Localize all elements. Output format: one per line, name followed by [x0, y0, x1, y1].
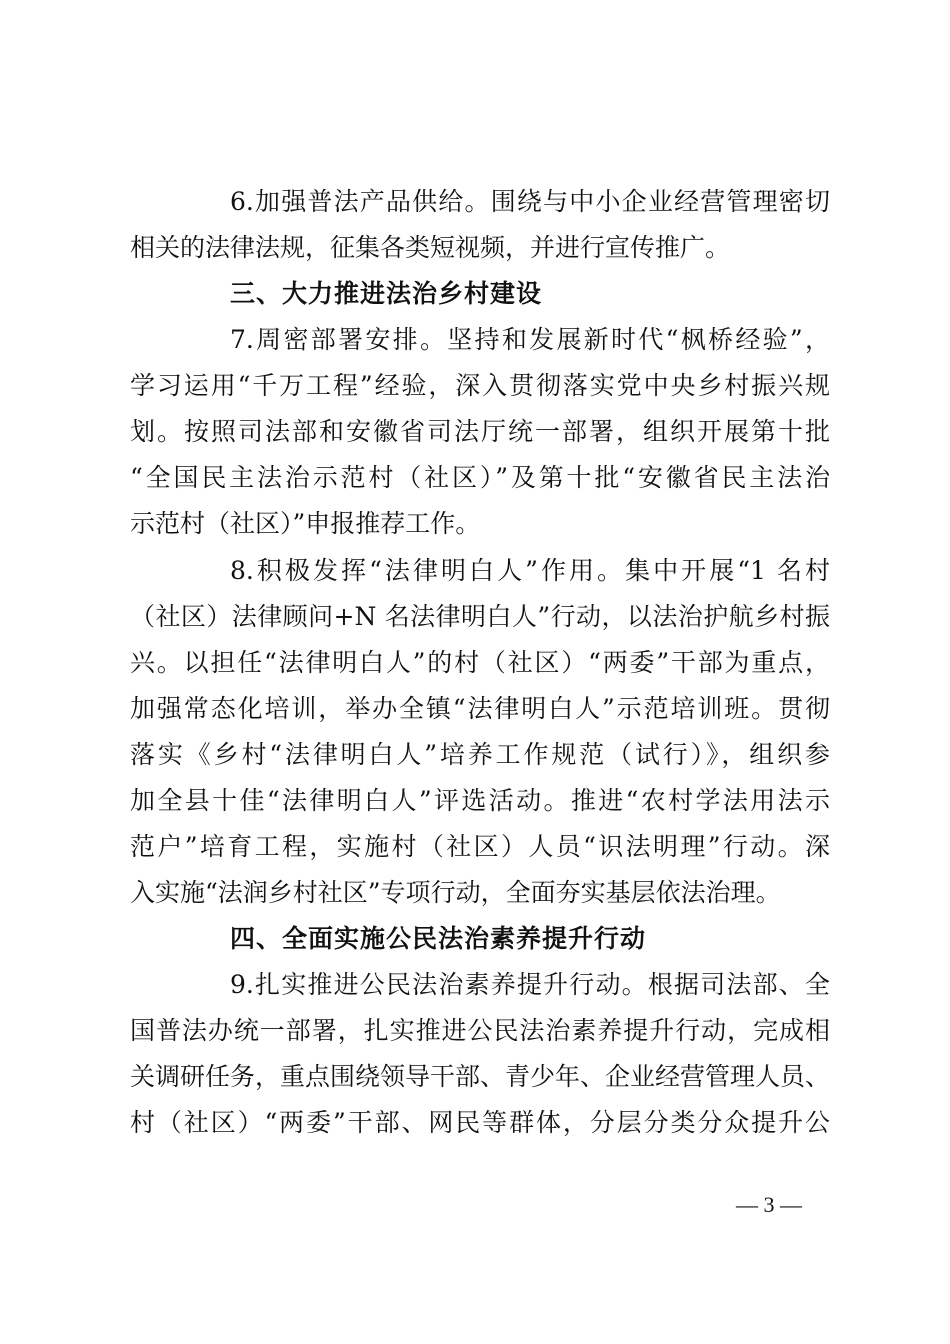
paragraph-8-line-2: （社区）法律顾问+N 名法律明白人”行动，以法治护航乡村振 — [130, 602, 830, 631]
paragraph-8-line-3: 兴。以担任“法律明白人”的村（社区）“两委”干部为重点， — [130, 648, 830, 677]
paragraph-7-line-1: 7.周密部署安排。坚持和发展新时代“枫桥经验”， — [230, 325, 830, 354]
paragraph-9-line-2: 国普法办统一部署，扎实推进公民法治素养提升行动，完成相 — [130, 1016, 830, 1045]
paragraph-7-line-4: “全国民主法治示范村（社区）”及第十批“安徽省民主法治 — [130, 463, 830, 492]
paragraph-9-line-3: 关调研任务，重点围绕领导干部、青少年、企业经营管理人员、 — [130, 1062, 831, 1091]
section-heading-4: 四、全面实施公民法治素养提升行动 — [230, 924, 647, 953]
paragraph-8-line-8: 入实施“法润乡村社区”专项行动，全面夯实基层依法治理。 — [130, 878, 781, 907]
page-number: — 3 — — [736, 1192, 802, 1217]
paragraph-9-line-4: 村（社区）“两委”干部、网民等群体，分层分类分众提升公 — [130, 1108, 830, 1137]
paragraph-7-line-2: 学习运用“千万工程”经验，深入贯彻落实党中央乡村振兴规 — [130, 371, 830, 400]
paragraph-8-line-4: 加强常态化培训，举办全镇“法律明白人”示范培训班。贯彻 — [130, 694, 830, 723]
paragraph-8-line-6: 加全县十佳“法律明白人”评选活动。推进“农村学法用法示 — [130, 786, 830, 815]
paragraph-6-line-1: 6.加强普法产品供给。围绕与中小企业经营管理密切 — [230, 187, 830, 216]
section-heading-3: 三、大力推进法治乡村建设 — [230, 279, 543, 308]
paragraph-9-line-1: 9.扎实推进公民法治素养提升行动。根据司法部、全 — [230, 970, 830, 999]
paragraph-8-line-5: 落实《乡村“法律明白人”培养工作规范（试行）》，组织参 — [130, 740, 830, 769]
paragraph-6-line-2: 相关的法律法规，征集各类短视频，并进行宣传推广。 — [130, 233, 731, 262]
paragraph-8-line-7: 范户”培育工程，实施村（社区）人员“识法明理”行动。深 — [130, 832, 830, 861]
paragraph-8-line-1: 8.积极发挥“法律明白人”作用。集中开展“1 名村 — [230, 556, 830, 585]
paragraph-7-line-5: 示范村（社区）”申报推荐工作。 — [130, 509, 481, 538]
paragraph-7-line-3: 划。按照司法部和安徽省司法厅统一部署，组织开展第十批 — [130, 417, 830, 446]
